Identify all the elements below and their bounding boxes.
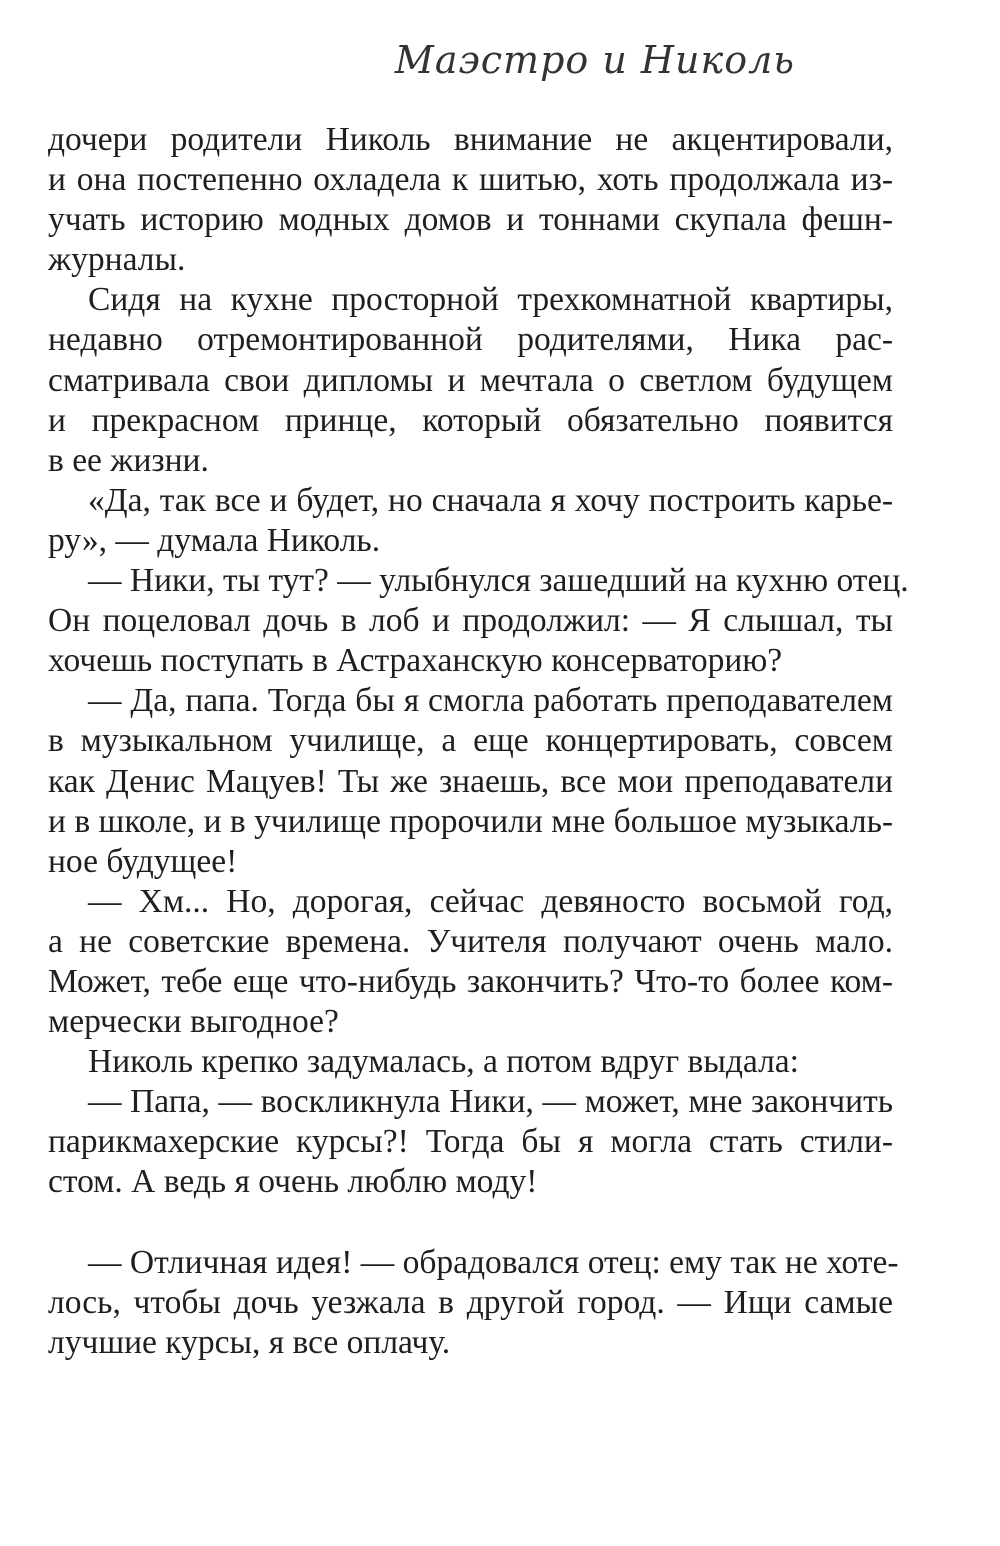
paragraph-7 (48, 1042, 893, 1082)
text-line: ное будущее! (48, 842, 238, 880)
text-line: в музыкальном училище, а еще концертировать, совсем (48, 722, 893, 760)
text-line: — Папа, — воскликнула Ники, — может, мне закончить (88, 1083, 893, 1121)
text-line: — Да, папа. Тогда бы я смогла работать преподавателем (88, 682, 893, 720)
text-line: — Ники, ты тут? — улыбнулся зашедший на кухню отец. (88, 562, 909, 600)
text-line: — Отличная идея! — обрадовался отец: ему так не хоте- (88, 1243, 899, 1281)
paragraph-2 (48, 280, 893, 480)
text-line: «Да, так все и будет, но сначала я хочу построить карье- (88, 481, 893, 519)
text-line: Сидя на кухне просторной трехкомнатной квартиры, (88, 281, 893, 319)
paragraph-3 (48, 481, 893, 561)
text-line: как Денис Мацуев! Ты же знаешь, все мои преподаватели (48, 762, 893, 800)
text-line: сматривала свои дипломы и мечтала о светлом будущем (48, 361, 893, 399)
text-line: хочешь поступать в Астраханскую консерваторию? (48, 642, 783, 680)
text-line: дочери родители Николь внимание не акцентировали, (48, 121, 893, 158)
body-text (48, 120, 909, 1363)
paragraph-6 (48, 882, 893, 1042)
text-line: Может, тебе еще что-нибудь закончить? Что-то более ком- (48, 962, 893, 1000)
text-line: лось, чтобы дочь уезжала в другой город. — Ищи самые (48, 1283, 893, 1321)
text-line: а не советские времена. Учителя получают очень мало. (48, 922, 893, 960)
text-line: учать историю модных домов и тоннами скупала фешн- (48, 201, 893, 239)
text-line: стом. А ведь я очень люблю моду! (48, 1163, 538, 1201)
text-line: — Хм... Но, дорогая, сейчас девяносто восьмой год, (88, 882, 893, 920)
text-line: журналы. (48, 241, 186, 279)
text-line: ру», — думала Николь. (48, 521, 381, 559)
paragraph-1 (48, 120, 893, 280)
text-line: недавно отремонтированной родителями, Ника рас- (48, 321, 893, 359)
running-header-title: Маэстро и Николь (394, 38, 795, 82)
text-line: парикмахерские курсы?! Тогда бы я могла стать стили- (48, 1123, 893, 1161)
paragraph-9 (48, 1243, 899, 1363)
paragraph-5 (48, 681, 893, 881)
paragraph-4 (48, 561, 909, 681)
paragraph-8 (48, 1082, 893, 1202)
text-line: и она постепенно охладела к шитью, хоть продолжала из- (48, 161, 893, 199)
section-gap (48, 1203, 893, 1243)
text-line: Николь крепко задумалась, а потом вдруг выдала: (88, 1043, 799, 1081)
text-line: Он поцеловал дочь в лоб и продолжил: — Я слышал, ты (48, 602, 893, 640)
text-line: и прекрасном принце, который обязательно появится (48, 401, 893, 439)
text-line: и в школе, и в училище пророчили мне большое музыкаль- (48, 802, 893, 840)
text-line: лучшие курсы, я все оплачу. (48, 1323, 451, 1361)
text-line: в ее жизни. (48, 441, 209, 479)
text-line: мерчески выгодное? (48, 1003, 339, 1041)
